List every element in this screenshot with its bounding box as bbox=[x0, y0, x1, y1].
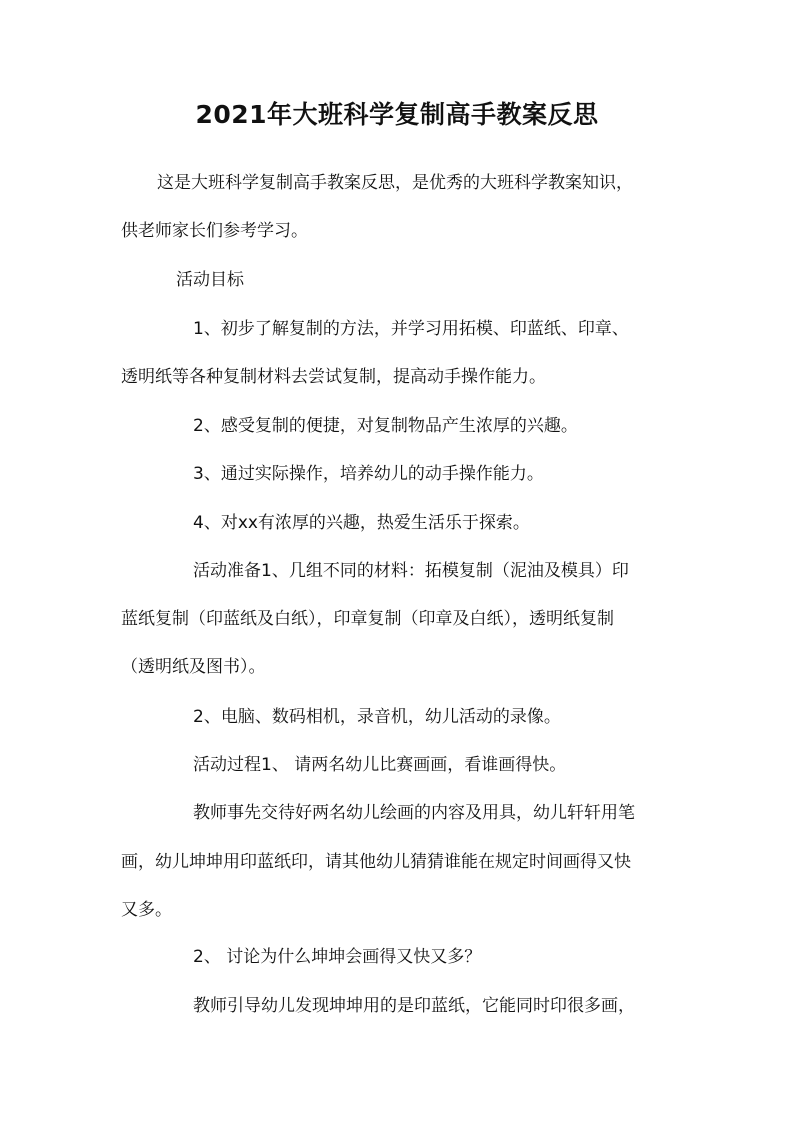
paragraph-line: 教师事先交待好两名幼儿绘画的内容及用具，幼儿轩轩用笔 bbox=[193, 803, 635, 823]
paragraph-line: 蓝纸复制（印蓝纸及白纸），印章复制（印章及白纸），透明纸复制 bbox=[121, 609, 614, 629]
paragraph-line: 2、电脑、数码相机，录音机，幼儿活动的录像。 bbox=[193, 707, 561, 727]
paragraph-line: 透明纸等各种复制材料去尝试复制，提高动手操作能力。 bbox=[121, 367, 546, 387]
paragraph-line: 4、对xx有浓厚的兴趣，热爱生活乐于探索。 bbox=[193, 513, 530, 533]
paragraph-line: 活动过程1、 请两名幼儿比赛画画，看谁画得快。 bbox=[193, 755, 567, 775]
document-title: 2021年大班科学复制高手教案反思 bbox=[195, 100, 599, 129]
paragraph-line: 又多。 bbox=[121, 900, 172, 920]
paragraph-line: 供老师家长们参考学习。 bbox=[121, 221, 308, 241]
section-heading: 活动目标 bbox=[176, 270, 244, 290]
paragraph-line: 2、 讨论为什么坤坤会画得又快又多？ bbox=[193, 947, 482, 967]
paragraph-line: 3、通过实际操作，培养幼儿的动手操作能力。 bbox=[193, 464, 544, 484]
paragraph-line: 这是大班科学复制高手教案反思，是优秀的大班科学教案知识， bbox=[157, 173, 633, 193]
paragraph-line: 2、感受复制的便捷，对复制物品产生浓厚的兴趣。 bbox=[193, 416, 578, 436]
paragraph-line: （透明纸及图书）。 bbox=[121, 657, 266, 677]
paragraph-line: 活动准备1、几组不同的材料：拓模复制（泥油及模具）印 bbox=[193, 561, 629, 581]
paragraph-line: 画，幼儿坤坤用印蓝纸印，请其他幼儿猜猜谁能在规定时间画得又快 bbox=[121, 852, 631, 872]
paragraph-line: 1、初步了解复制的方法，并学习用拓模、印蓝纸、印章、 bbox=[193, 319, 629, 339]
paragraph-line: 教师引导幼儿发现坤坤用的是印蓝纸，它能同时印很多画， bbox=[193, 996, 635, 1016]
